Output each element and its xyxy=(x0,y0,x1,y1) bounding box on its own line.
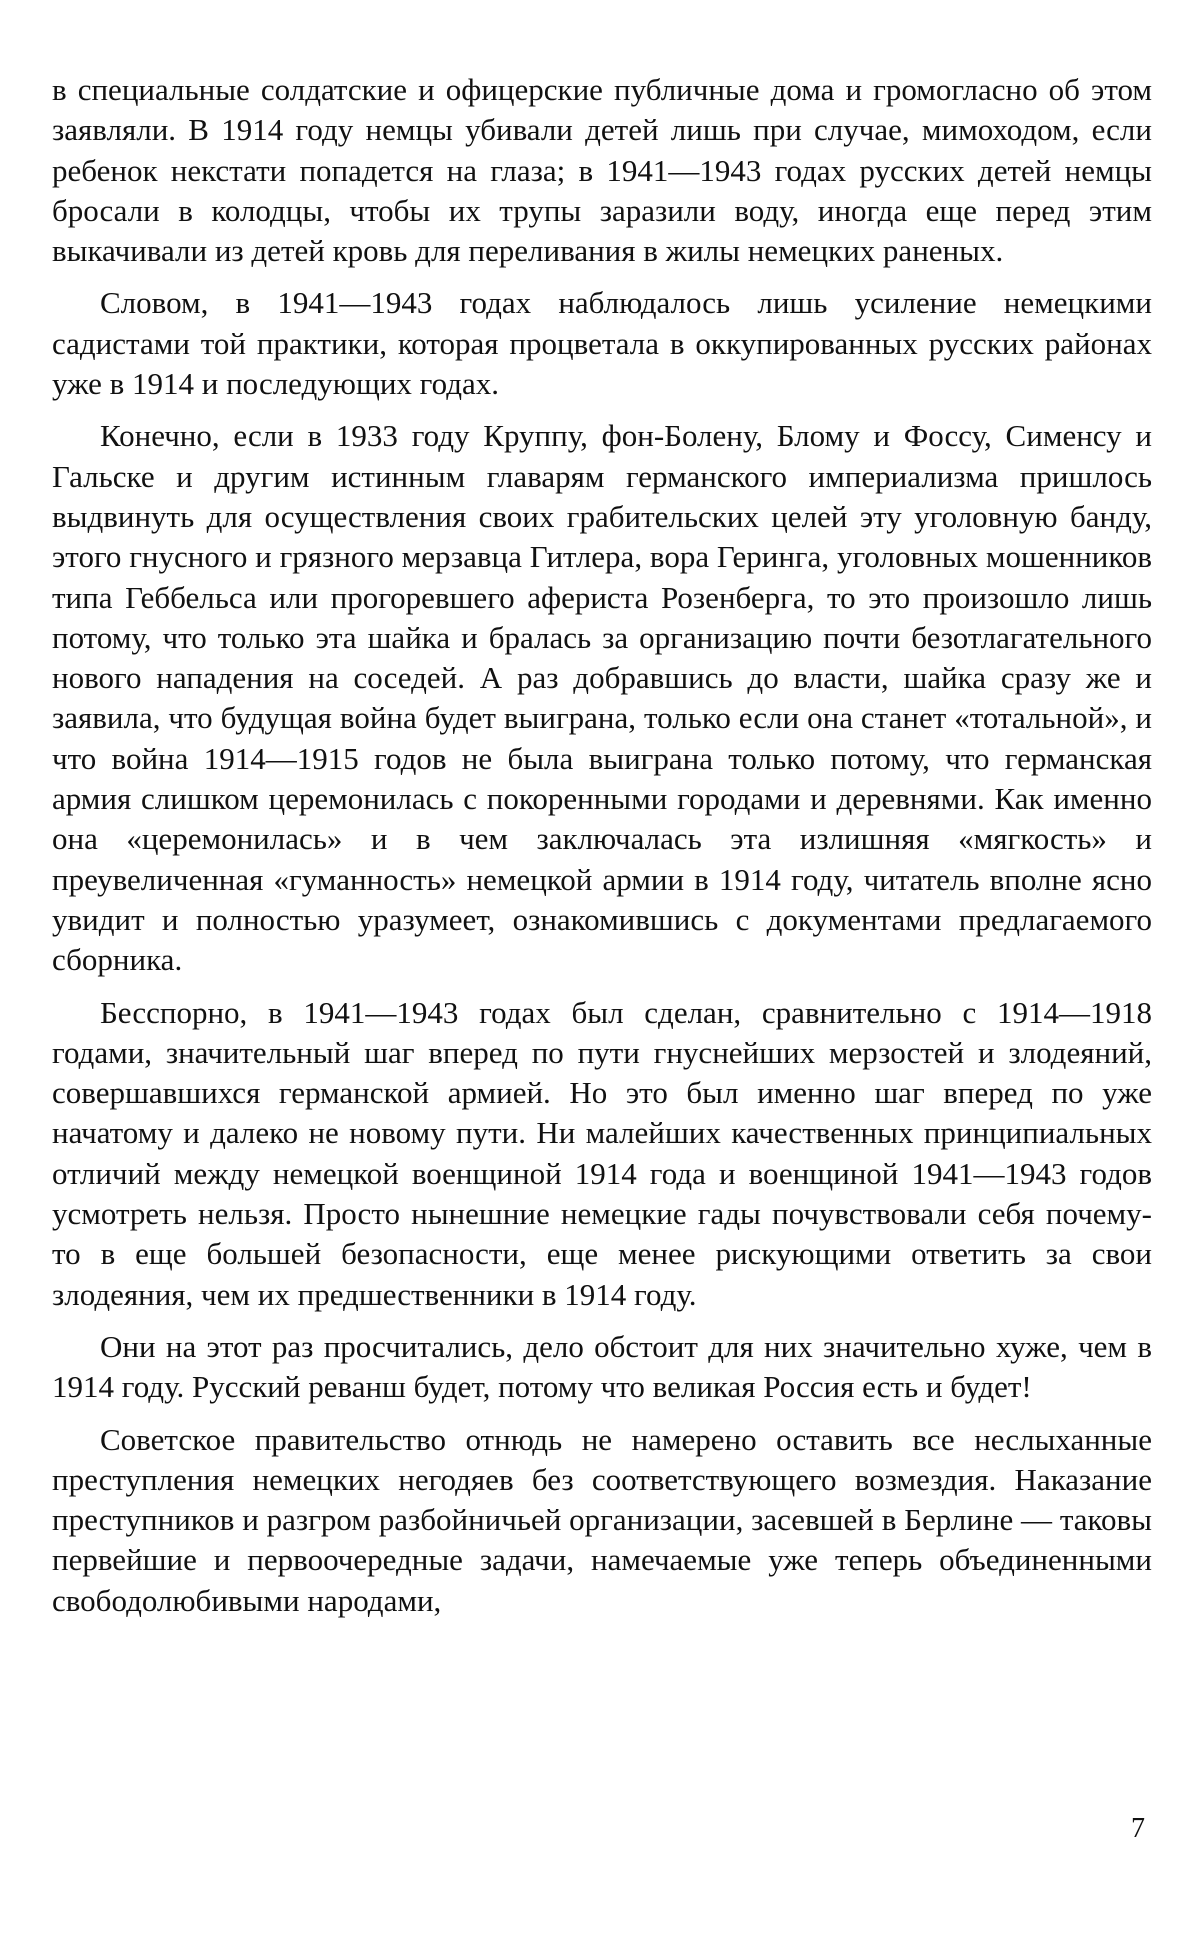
page-number: 7 xyxy=(1131,1813,1145,1844)
page-body xyxy=(52,70,1152,1633)
paragraph-1: в специальные солдатские и офицерские публичные дома и громогласно об этом заявляли. В 1914 году немцы убивали детей лишь при случае, мимоходом, если ребенок некстати попадется на глаза; в 1941—1943 годах русских детей немцы бросали в колодцы, чтобы их трупы заразили воду, иногда еще перед этим выкачивали из детей кровь для переливания в жилы немецких раненых. xyxy=(52,72,1152,269)
paragraph-2: Словом, в 1941—1943 годах наблюдалось лишь усиление немецкими садистами той практики, которая процветала в оккупированных русских районах уже в 1914 и последующих годах. xyxy=(52,285,1152,402)
paragraph-3: Конечно, если в 1933 году Круппу, фон-Болену, Блому и Фоссу, Сименсу и Гальске и другим истинным главарям германского империализма пришлось выдвинуть для осуществления своих грабительских целей эту уголовную банду, этого гнусного и грязного мерзавца Гитлера, вора Геринга, уголовных мошенников типа Геббельса или прогоревшего афериста Розенберга, то это произошло лишь потому, что только эта шайка и бралась за организацию почти безотлагательного нового нападения на соседей. А раз добравшись до власти, шайка сразу же и заявила, что будущая война будет выиграна, только если она станет «тотальной», и что война 1914—1915 годов не была выиграна только потому, что германская армия слишком церемонилась с покоренными городами и деревнями. Как именно она «церемонилась» и в чем заключалась эта излишняя «мягкость» и преувеличенная «гуманность» немецкой армии в 1914 году, читатель вполне ясно увидит и полностью уразумеет, ознакомившись с документами предлагаемого сборника. xyxy=(52,418,1152,978)
paragraph-4: Бесспорно, в 1941—1943 годах был сделан, сравнительно с 1914—1918 годами, значительный шаг вперед по пути гнуснейших мерзостей и злодеяний, совершавшихся германской армией. Но это был именно шаг вперед по уже начатому и далеко не новому пути. Ни малейших качественных принципиальных отличий между немецкой военщиной 1914 года и военщиной 1941—1943 годов усмотреть нельзя. Просто нынешние немецкие гады почувствовали себя почему-то в еще большей безопасности, еще менее рискующими ответить за свои злодеяния, чем их предшественники в 1914 году. xyxy=(52,994,1152,1312)
paragraph-6: Советское правительство отнюдь не намерено оставить все неслыханные преступления немецких негодяев без соответствующего возмездия. Наказание преступников и разгром разбойничьей организации, засевшей в Берлине — таковы первейшие и первоочередные задачи, намечаемые уже теперь объединенными свободолюбивыми народами, xyxy=(52,1421,1152,1618)
paragraph-5: Они на этот раз просчитались, дело обстоит для них значительно хуже, чем в 1914 году. Русский реванш будет, потому что великая Россия есть и будет! xyxy=(52,1328,1152,1405)
